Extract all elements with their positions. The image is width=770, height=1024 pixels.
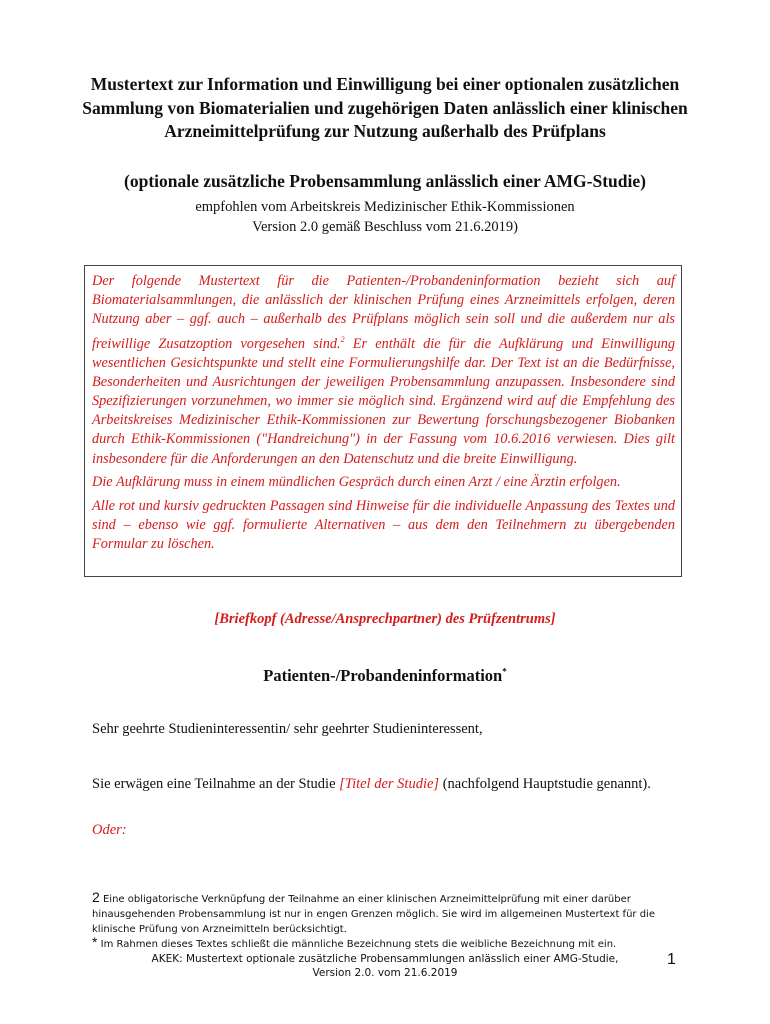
section-heading: Patienten-/Probandeninformation* (263, 666, 507, 685)
study-title-placeholder: [Titel der Studie] (339, 776, 440, 792)
study-consideration-paragraph: Sie erwägen eine Teilnahme an der Studie [Titel der Studie] (nachfolgend Hauptstudie genannt). (92, 776, 651, 792)
document-title: Mustertext zur Information und Einwilligung bei einer optionalen zusätzlichen Sammlung von Biomaterialien und zugehörigen Daten anlässlich einer klinischen Arzneimittelprüfung zur Nutzung außerhalb des Prüfplans (82, 74, 688, 141)
letterhead-placeholder: [Briefkopf (Adresse/Ansprechpartner) des Prüfzentrums] (214, 611, 556, 627)
notice-paragraph-1: Der folgende Mustertext für die Patienten-/Probandeninformation bezieht sich auf Biomaterialsammlungen, die anlässlich der klinischen Prüfung eines Arzneimittels erfolgen, deren Nutzung aber – ggf. auch – außerhalb des Prüfplans möglich sein soll und die außerdem nur als freiwillige Zusatzoption vorgesehen sind.$^2$ Er enthält die für die Aufklärung und Einwilligung wesentlichen Gesichtspunkte und stellt eine Formulierungshilfe dar. Der Text ist an die Bedürfnisse, Besonderheiten und Ausrichtungen der jeweiligen Probensammlung anzupassen. Insbesondere sind Spezifizierungen vorzunehmen, wo immer sie möglich sind. Ergänzend wird auf die Empfehlung des Arbeitskreises Medizinischer Ethik-Kommissionen zur Bewertung forschungsbezogener Biobanken durch Ethik-Kommissionen ("Handreichung") in der Fassung vom 10.6.2016 verwiesen. Dies gilt insbesondere für die Anforderungen an den Datenschutz und die breite Einwilligung. (92, 273, 675, 467)
version-line: Version 2.0 gemäß Beschluss vom 21.6.2019) (252, 218, 518, 235)
document-subtitle: (optionale zusätzliche Probensammlung anlässlich einer AMG-Studie) (124, 171, 646, 191)
footnote-ref-star: * (502, 666, 507, 677)
footnote-2-number: 2 (92, 889, 100, 905)
footnote-star: * Im Rahmen dieses Textes schließt die männliche Bezeichnung stets die weibliche Bezeichnung mit ein. (92, 934, 617, 950)
instruction-notice-box (84, 265, 682, 577)
salutation: Sehr geehrte Studieninteressentin/ sehr geehrter Studieninteressent, (92, 721, 483, 737)
alternative-label: Oder: (92, 822, 127, 838)
footnote-star-mark: * (92, 934, 98, 950)
footer-line-1: AKEK: Mustertext optionale zusätzliche Probensammlungen anlässlich einer AMG-Studie, (151, 953, 619, 965)
recommended-by: empfohlen vom Arbeitskreis Medizinischer Ethik-Kommissionen (195, 199, 575, 215)
footnote-2: 2 Eine obligatorische Verknüpfung der Teilnahme an einer klinischen Arzneimittelprüfung mit einer darüber hinausgehenden Probensammlung ist nur in engen Grenzen möglich. Sie wird im allgemeinen Mustertext für die klinische Prüfung von Arzneimitteln berücksichtigt. (92, 889, 655, 935)
document-meta (100, 198, 670, 237)
notice-paragraph-3: Alle rot und kursiv gedruckten Passagen sind Hinweise für die individuelle Anpassung des Textes und sind – ebenso wie ggf. formulierte Alternativen – aus dem den Teilnehmern zu übergebenden Formular zu löschen. (92, 498, 675, 553)
notice-paragraph-2: Die Aufklärung muss in einem mündlichen Gespräch durch einen Arzt / eine Ärztin erfolgen. (92, 474, 621, 491)
page-footer (100, 952, 670, 980)
footer-line-2: Version 2.0. vom 21.6.2019 (312, 967, 458, 979)
page-number: 1 (667, 951, 676, 968)
footnote-ref-2: 2 (340, 334, 345, 344)
